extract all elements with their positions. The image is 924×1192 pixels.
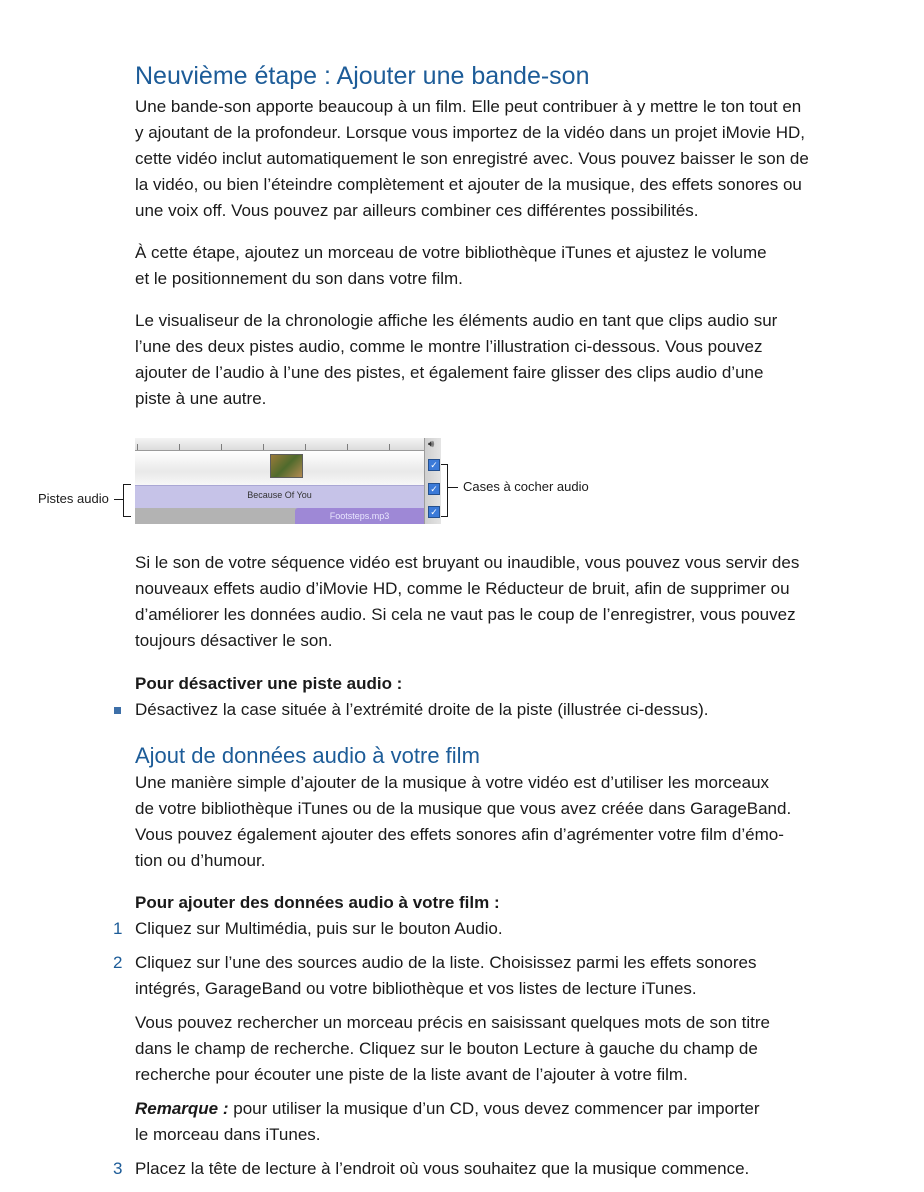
- speaker-icon: 🔊︎: [428, 439, 435, 450]
- audio-clip[interactable]: [295, 508, 424, 524]
- paragraph: Vous pouvez rechercher un morceau précis en saisissant quelques mots de son titre dans le champ de recherche. Cliquez sur le bouton Lecture à gauche du champ de recherche pour écouter une piste de la liste avant de l’ajouter à votre film.: [135, 1013, 771, 1084]
- paragraph: Si le son de votre séquence vidéo est bruyant ou inaudible, vous pouvez vous servir des nouveaux effets audio d’iMovie HD, comme le Réducteur de bruit, afin de supprimer ou d’améliorer les données audio. Si cela ne vaut pas le coup de l’enregistrer, vous pouvez toujours désactiver le son.: [135, 553, 800, 650]
- bullet-square-icon: [114, 707, 121, 714]
- paragraph: À cette étape, ajoutez un morceau de votre bibliothèque iTunes et ajustez le volume et le positionnement du son dans votre film.: [135, 243, 767, 288]
- audio-track-1-checkbox[interactable]: ✓: [428, 483, 440, 495]
- audio-track-2[interactable]: [135, 508, 424, 524]
- paragraph: Le visualiseur de la chronologie affiche les éléments audio en tant que clips audio sur l’une des deux pistes audio, comme le montre l’illustration ci-dessous. Vous pouvez ajouter de l’audio à l’une des pistes, et également faire glisser des clips audio d’une piste à une autre.: [135, 311, 778, 408]
- step-number: 1: [113, 919, 123, 938]
- audio-track-2-checkbox[interactable]: ✓: [428, 506, 440, 518]
- step-number: 3: [113, 1159, 123, 1178]
- callout-audio-tracks: Pistes audio: [38, 491, 109, 506]
- timeline-ruler: [135, 438, 424, 451]
- step-number: 2: [113, 953, 123, 972]
- video-clip-thumbnail[interactable]: [270, 454, 303, 478]
- timeline-figure: [0, 430, 924, 530]
- audio-clip-label: Because Of You: [247, 490, 312, 500]
- paragraph: Une bande-son apporte beaucoup à un film. Elle peut contribuer à y mettre le ton tout en y ajoutant de la profondeur. Lorsque vous importez de la vidéo dans un projet iMovie HD, cette vidéo inclut automatiquement le son enregistré avec. Vous pouvez baisser le son de la vidéo, ou bien l’éteindre complètement et ajouter de la musique, des effets sonores ou une voix off. Vous pouvez par ailleurs combiner ces différentes possibilités.: [135, 97, 809, 220]
- note: Remarque : pour utiliser la musique d’un CD, vous devez commencer par importer le morceau dans iTunes.: [135, 1099, 760, 1144]
- task-heading: Pour ajouter des données audio à votre film :: [135, 893, 500, 912]
- paragraph: Une manière simple d’ajouter de la musique à votre vidéo est d’utiliser les morceaux de votre bibliothèque iTunes ou de la musique que vous avez créée dans GarageBand. Vous pouvez également ajouter des effets sonores afin d’agrémenter votre film d’émo- tion ou d’humour.: [135, 773, 792, 870]
- task-heading: Pour désactiver une piste audio :: [135, 674, 403, 693]
- video-track-checkbox[interactable]: ✓: [428, 459, 440, 471]
- audio-track-1[interactable]: [135, 485, 424, 508]
- timeline-viewer: [135, 438, 440, 524]
- section-title: Neuvième étape : Ajouter une bande-son: [135, 62, 590, 90]
- note-label: Remarque :: [135, 1099, 229, 1118]
- audio-clip-label: Footsteps.mp3: [329, 511, 390, 521]
- section-title: Ajout de données audio à votre film: [135, 743, 480, 768]
- track-checkbox-column: [424, 438, 441, 524]
- callout-audio-checkboxes: Cases à cocher audio: [463, 479, 589, 494]
- video-track[interactable]: [135, 451, 424, 485]
